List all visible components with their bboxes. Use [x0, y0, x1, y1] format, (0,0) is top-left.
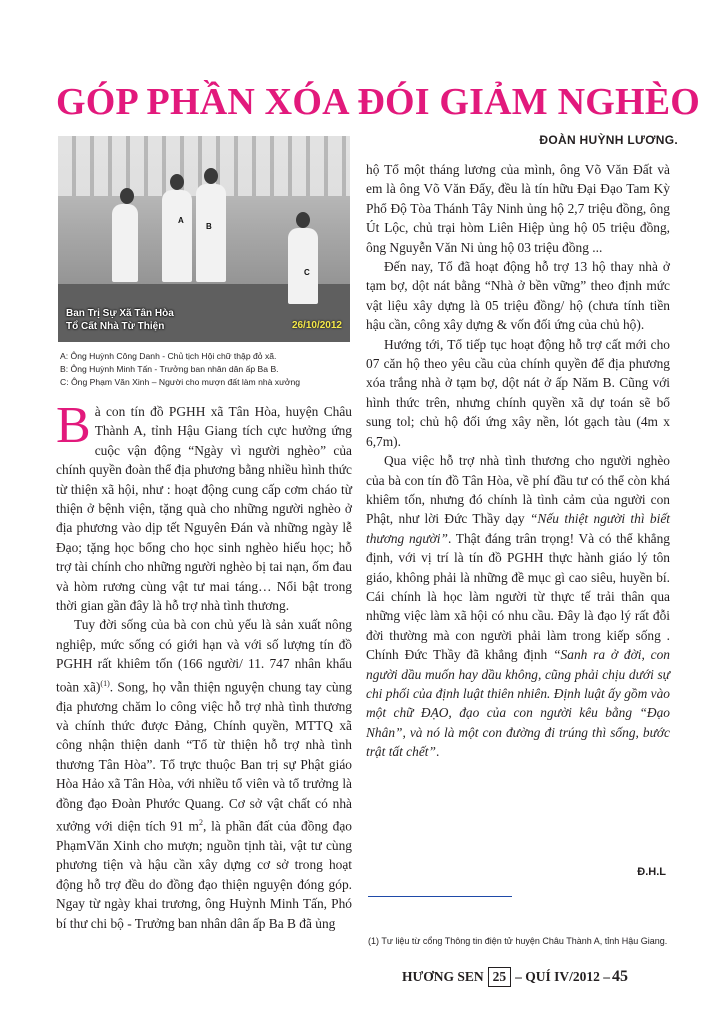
photo-captions — [60, 350, 360, 389]
photo-caption-b: B: Ông Huỳnh Minh Tấn - Trưởng ban nhân dân ấp Ba B. — [60, 364, 279, 374]
photo-person-head — [296, 212, 310, 228]
paragraph-3: Đến nay, Tổ đã hoạt động hỗ trợ 13 hộ thay nhà ở tạm bợ, dột nát bằng “Nhà ở bền vững” theo định mức vật liệu xây dựng là 05 triệu đồng/ hộ (chưa tính tiền hậu cần, công xây dựng & vốn đối ứng của chủ hộ). — [366, 259, 670, 333]
issue-number: 25 — [488, 967, 512, 987]
photo-marker-c: C — [304, 268, 310, 277]
paragraph-5 — [366, 451, 670, 762]
footnote-divider — [368, 896, 512, 897]
page-number: 45 — [612, 968, 629, 985]
quote-1: “Nếu thiệt người thì biết thương người” — [366, 511, 671, 546]
photo-person — [162, 190, 192, 282]
paragraph-1 — [56, 397, 352, 615]
superscript-two: 2 — [198, 818, 203, 827]
article-photo — [58, 136, 350, 342]
paragraph-5-text: Qua việc hỗ trợ nhà tình thương cho người nghèo của bà con tín đồ Tân Hòa, về phí đầu tư có thể còn khá khiêm tốn, nhưng đó chính là tình cảm của người con Phật, như lời Đức Thầy dạy — [366, 453, 670, 527]
issue-period: – QUÍ IV/2012 – — [515, 969, 611, 984]
photo-caption-c: C: Ông Phạm Văn Xinh – Người cho mượn đất làm nhà xưởng — [60, 377, 301, 387]
paragraph-5-end: . — [435, 744, 440, 760]
article-author: ĐOÀN HUỲNH LƯƠNG. — [539, 133, 678, 147]
paragraph-1-text: à con tín đồ PGHH xã Tân Hòa, huyện Châu Thành A, tỉnh Hậu Giang tích cực hưởng ứng cuộc vận động “Ngày vì người nghèo” của chính quyền đoàn thể địa phương bằng nhiều hình thức từ thiện xã hội, như : hoạt động cung cấp cơm cháo từ thiện ở bệnh viện, tặng quà cho những người nghèo ở địa phương vào dịp tết Nguyên Đán và những ngày lễ Đạo; tặng học bổng cho học sinh nghèo hiếu học; hỗ trợ tài chính cho những người nghèo bị tai nạn, ốm đau và hòm rương cùng vật tư mai táng… Nổi bật trong thời gian gần đây là hỗ trợ nhà tình thương. — [56, 404, 352, 614]
photo-person — [112, 204, 138, 282]
paragraph-2-text-end: , là phần đất của đồng đạo PhạmVăn Xinh cho mượn; nguồn tịnh tài, vật tư cùng phương tiện và hậu cần xây dựng cơ sở trong hoạt động hỗ trợ đều do đồng đạo thiện nguyện đóng góp. Ngay từ ngày khai trương, ông Huỳnh Minh Tấn, Phó bí thư chi bộ - Trưởng ban nhân dân ấp Ba B đã ủng — [56, 818, 352, 931]
quote-2: “Sanh ra ở đời, con người dầu muốn hay dầu không, cũng phải chịu dưới sự chi phối của định luật thiên nhiên. Định luật ấy gồm vào một chữ ĐẠO, đạo của con người kêu bằng “Đạo Nhân”, và nó là một con đường đi trúng thì sống, bước trật tất chết” — [366, 647, 671, 760]
photo-person-head — [170, 174, 184, 190]
footnote-marker: (1) — [100, 678, 110, 688]
photo-person-head — [204, 168, 218, 184]
right-column — [366, 160, 670, 762]
paragraph-2-text: Tuy đời sống của bà con chủ yếu là sản xuất nông nghiệp, mức sống có giới hạn và với số lượng tín đồ PGHH rất khiêm tốn (166 người/ 11. 747 nhân khẩu toàn xã) — [56, 617, 352, 695]
paragraph-4: Hướng tới, Tổ tiếp tục hoạt động hỗ trợ cất mới cho 07 căn hộ theo yêu cầu của chính quyền để địa phương xóa trắng nhà ở tạm bợ, dột nát ở ấp Năm B. Cũng với hình thức trên, nhưng chính quyền xã dự toán sẽ bổ sung tol; chủ hộ đối ứng xây nền, lót gạch tàu (4m x 6,7m). — [366, 336, 670, 449]
photo-person — [288, 228, 318, 304]
paragraph-2 — [56, 615, 352, 932]
left-column — [56, 397, 352, 933]
photo-overlay-line2: Tổ Cất Nhà Từ Thiện — [66, 321, 165, 332]
footnote: (1) Tư liệu từ cổng Thông tin điện tử huyện Châu Thành A, tỉnh Hậu Giang. — [368, 936, 668, 946]
paragraph-2-continued: hộ Tổ một tháng lương của mình, ông Võ Văn Đất và em là ông Võ Văn Đẩy, đều là tín hữu Đại Đạo Tam Kỳ Phổ Độ Tòa Thánh Tây Ninh ủng hộ 2,7 triệu đồng, ông Út Lộc, chủ trại hòm Liên Hiệp ủng hộ 05 triệu đồng, ông Nguyễn Văn Ni ủng hộ 03 triệu đồng ... — [366, 162, 670, 255]
page-footer — [402, 966, 662, 988]
photo-overlay-line1: Ban Trị Sự Xã Tân Hòa — [66, 308, 174, 319]
article-signature: Đ.H.L — [637, 866, 666, 878]
photo-person — [196, 184, 226, 282]
article-title: GÓP PHẦN XÓA ĐÓI GIẢM NGHÈO — [56, 81, 701, 123]
photo-overlay-date: 26/10/2012 — [291, 320, 342, 331]
paragraph-2-text-cont: . Song, họ vẫn thiện nguyện chung tay cùng địa phương chăm lo công việc hỗ trợ nhà tình thương và chính thức được Đảng, Chính quyền, MTTQ xã công nhận thiện danh “Tổ từ thiện hỗ trợ nhà tình thương Tân Hòa”. Tổ trực thuộc Ban trị sự Phật giáo Hòa Hảo xã Tân Hòa, với nhiều tổ viên và tổ trưởng là đồng đạo Đoàn Phước Quang. Cơ sở vật chất có nhà xưởng với diện tích 91 m — [56, 679, 352, 834]
drop-cap: B — [56, 397, 91, 454]
photo-marker-a: A — [178, 216, 184, 225]
photo-marker-b: B — [206, 222, 212, 231]
paragraph-5-text-cont: . Thật đáng trân trọng! Và có thể khẳng định, với vị trí là tín đồ PGHH thực hành giáo lý tôn giáo, không phải là những đề mục gì cao siêu, huyền bí. Cái chính là học làm người từ thực tế trải thân qua những việc làm xã hội có nhu cầu. Đây là đạo lý rất đỗi đời thường mà con người phải làm trong kiếp sống . Chính Đức Thầy đã khẳng định — [366, 530, 670, 663]
photo-person-head — [120, 188, 134, 204]
photo-caption-a: A: Ông Huỳnh Công Danh - Chủ tịch Hội chữ thập đỏ xã. — [60, 351, 277, 361]
magazine-name: HƯƠNG SEN — [402, 969, 484, 984]
